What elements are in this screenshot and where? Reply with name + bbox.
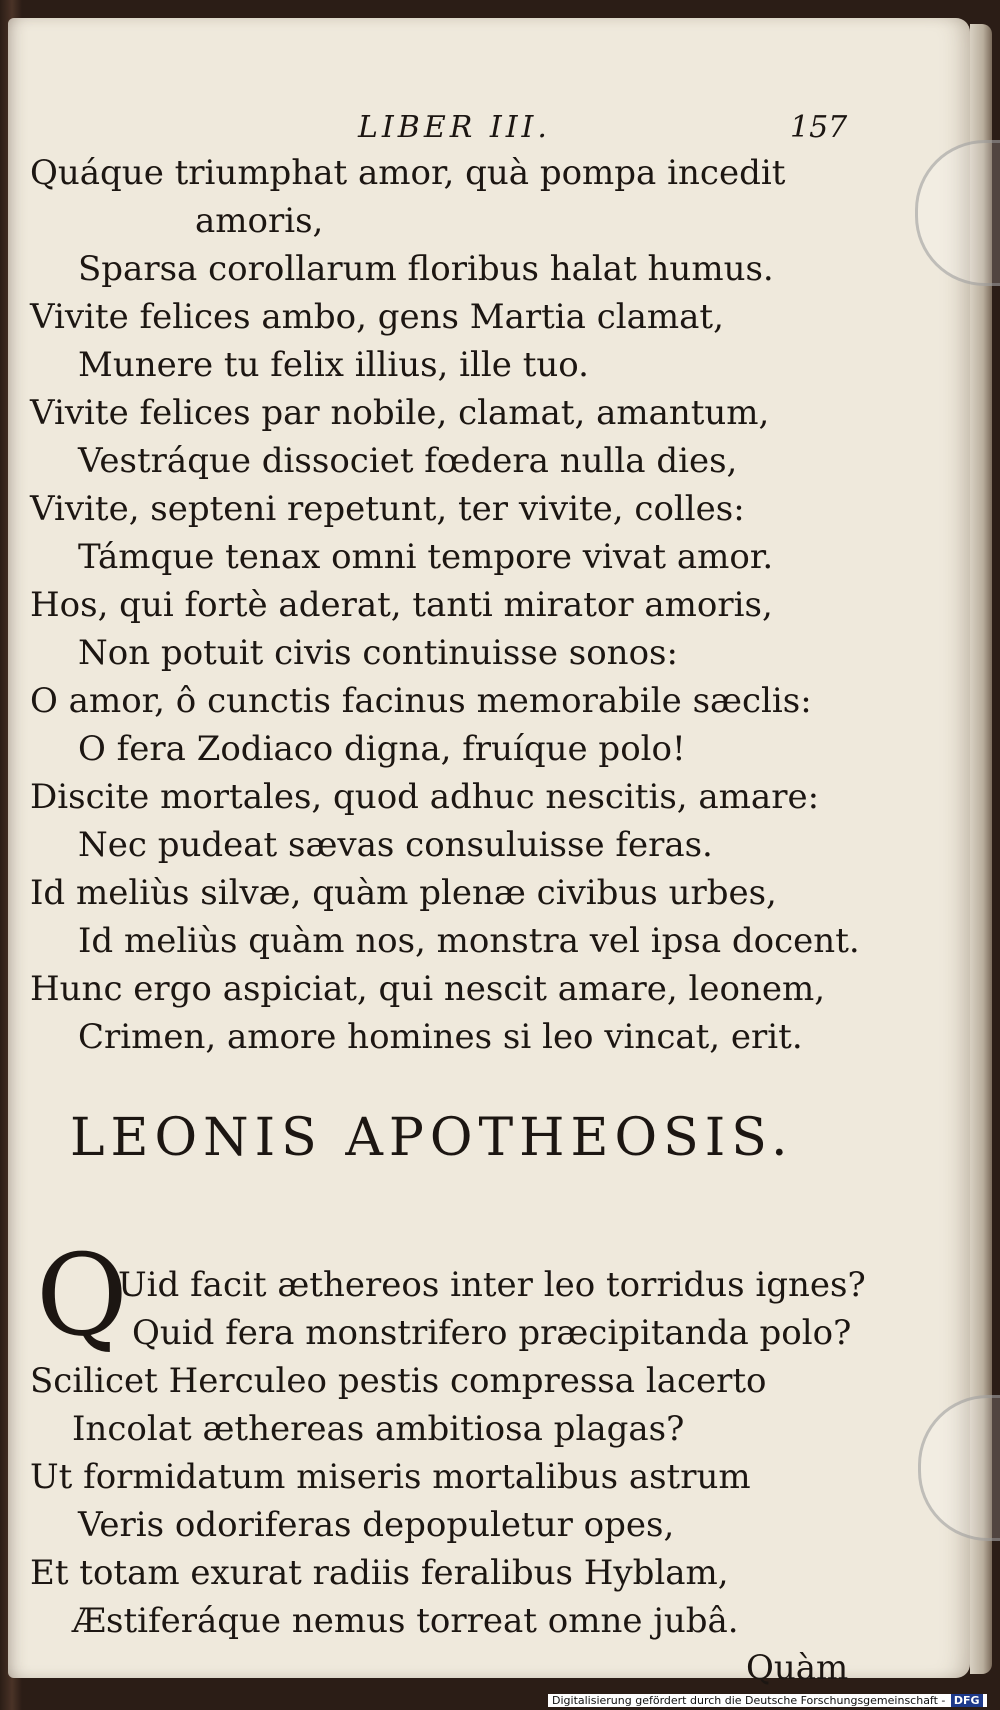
verse-line: Discite mortales, quod adhuc nescitis, amare:: [30, 777, 820, 817]
credit-text: Digitalisierung gefördert durch die Deutsche Forschungsgemeinschaft -: [552, 1694, 946, 1707]
verse-line: Vivite, septeni repetunt, ter vivite, colles:: [30, 489, 745, 529]
verse-line: Id meliùs silvæ, quàm plenæ civibus urbes,: [30, 873, 777, 913]
poem-line: Ut formidatum miseris mortalibus astrum: [30, 1457, 751, 1497]
verse-line: Id meliùs quàm nos, monstra vel ipsa docent.: [78, 921, 860, 961]
section-title: LEONIS APOTHEOSIS.: [70, 1108, 794, 1168]
verse-line: Vivite felices ambo, gens Martia clamat,: [30, 297, 724, 337]
digitization-credit: [548, 1694, 987, 1707]
verse-line: O fera Zodiaco digna, fruíque polo!: [78, 729, 686, 769]
verse-line: Hunc ergo aspiciat, qui nescit amare, leonem,: [30, 969, 826, 1009]
poem-line: Quid fera monstrifero præcipitanda polo?: [132, 1313, 852, 1353]
catchword: Quàm: [746, 1648, 849, 1688]
drop-cap: Q: [36, 1231, 128, 1361]
verse-line: Vestráque dissociet fœdera nulla dies,: [78, 441, 738, 481]
book-page: [8, 18, 970, 1688]
running-title: LIBER III.: [358, 110, 551, 145]
poem-line: Æstiferáque nemus torreat omne jubâ.: [72, 1601, 739, 1641]
poem-line: Uid facit æthereos inter leo torridus ignes?: [118, 1265, 866, 1305]
page-number: 157: [790, 110, 848, 145]
verse-line: Vivite felices par nobile, clamat, amantum,: [30, 393, 770, 433]
verse-line: Hos, qui fortè aderat, tanti mirator amoris,: [30, 585, 773, 625]
verse-line: amoris,: [195, 201, 324, 241]
verse-line: Sparsa corollarum floribus halat humus.: [78, 249, 774, 289]
verse-line: Crimen, amore homines si leo vincat, erit.: [78, 1017, 803, 1057]
verse-line: Nec pudeat sævas consuluisse feras.: [78, 825, 713, 865]
verse-line: Quáque triumphat amor, quà pompa incedit: [30, 153, 786, 193]
verse-line: Non potuit civis continuisse sonos:: [78, 633, 678, 673]
poem-line: Incolat æthereas ambitiosa plagas?: [72, 1409, 685, 1449]
poem-line: Et totam exurat radiis feralibus Hyblam,: [30, 1553, 729, 1593]
verse-line: Támque tenax omni tempore vivat amor.: [78, 537, 774, 577]
poem-line: Scilicet Herculeo pestis compressa lacerto: [30, 1361, 767, 1401]
poem-line: Veris odoriferas depopuletur opes,: [78, 1505, 675, 1545]
verse-line: Munere tu felix illius, ille tuo.: [78, 345, 589, 385]
dfg-logo: DFG: [951, 1694, 983, 1707]
verse-line: O amor, ô cunctis facinus memorabile sæclis:: [30, 681, 812, 721]
page-header: [30, 110, 910, 150]
